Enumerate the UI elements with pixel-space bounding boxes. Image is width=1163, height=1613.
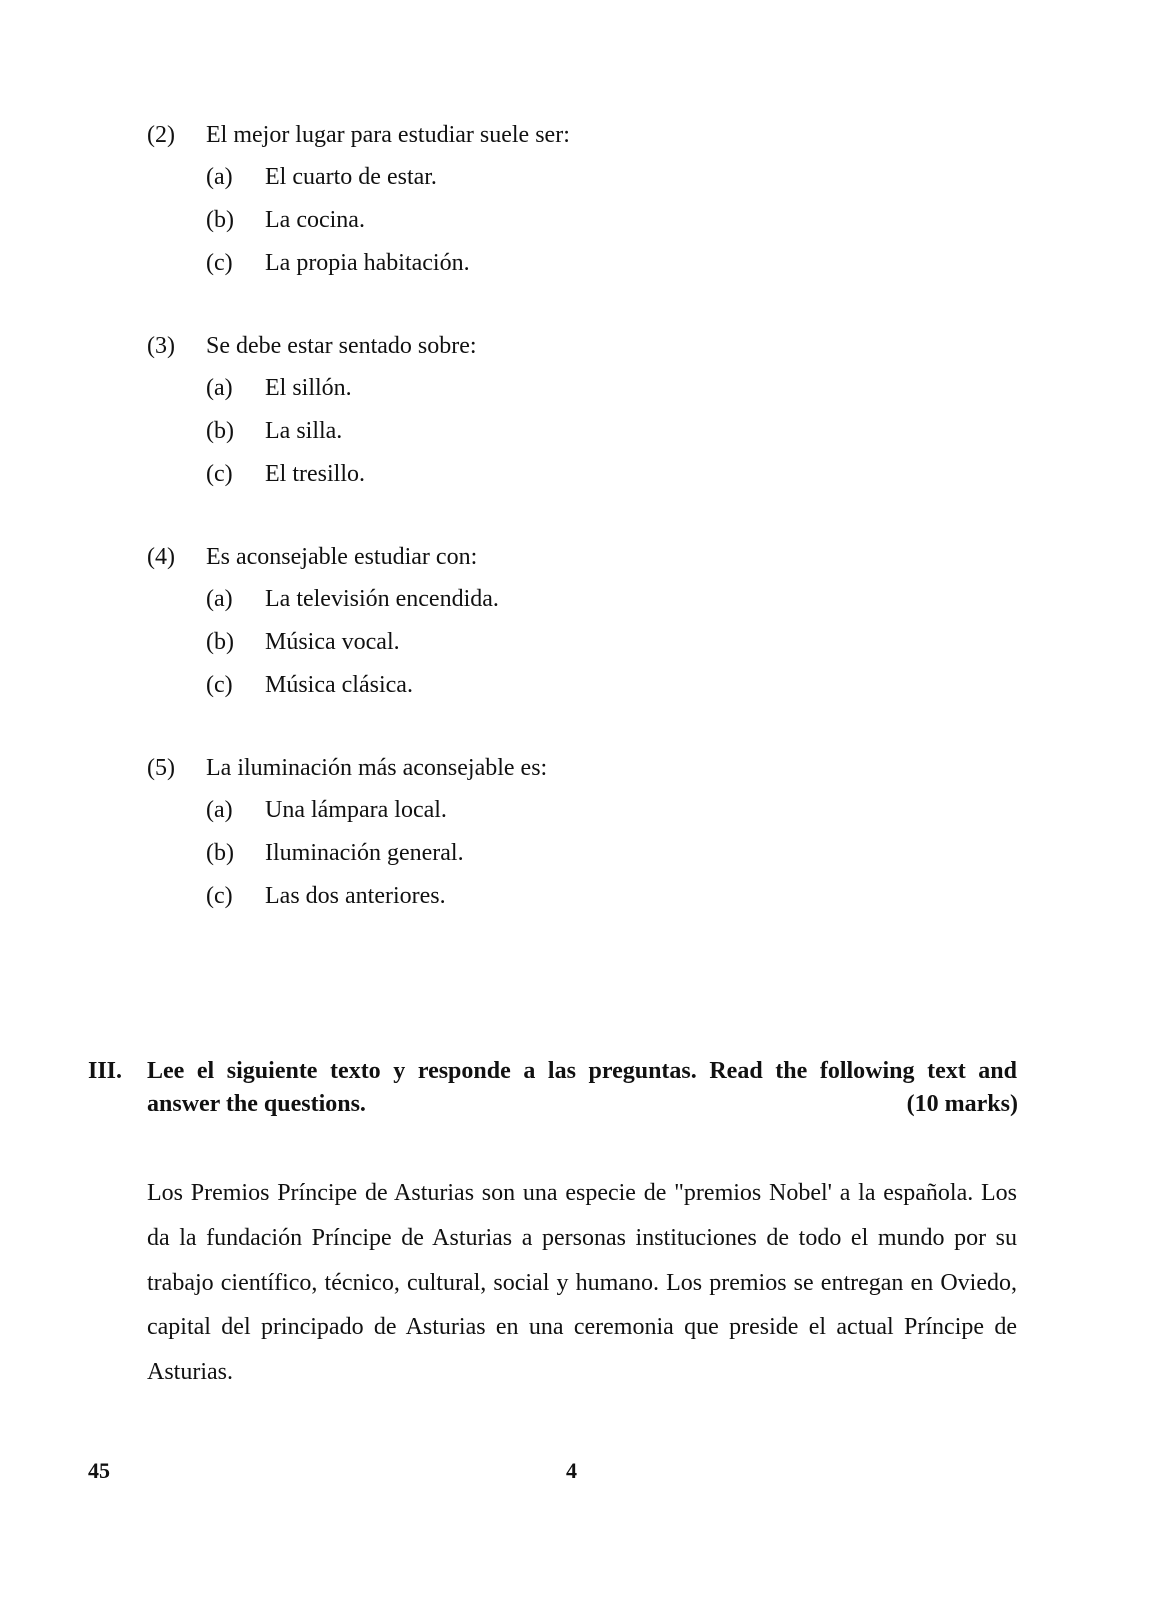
- section-marks: (10 marks): [906, 1091, 1018, 1117]
- option-a: [147, 156, 1027, 199]
- option-text: El tresillo.: [265, 461, 365, 487]
- option-text: La silla.: [265, 418, 343, 444]
- option-text: El cuarto de estar.: [265, 164, 437, 190]
- option-c: [147, 664, 1027, 707]
- question-text: La iluminación más aconsejable es:: [206, 755, 548, 781]
- question-3: [147, 325, 1027, 496]
- option-c: [147, 242, 1027, 285]
- option-text: Iluminación general.: [265, 840, 464, 866]
- reading-passage: Los Premios Príncipe de Asturias son una especie de "premios Nobel' a la española. Los da la fundación Príncipe de Asturias a personas instituciones de todo el mundo por su trabajo científico, técnico, cultural, social y humano. Los premios se entregan en Oviedo, capital del principado de Asturias en una ceremonia que preside el actual Príncipe de Asturias.: [147, 1180, 1017, 1386]
- paper-code: 45: [88, 1458, 110, 1483]
- question-stem: [147, 747, 1027, 789]
- option-letter: (c): [206, 672, 233, 698]
- question-number: (4): [147, 544, 175, 570]
- option-text: La televisión encendida.: [265, 586, 499, 612]
- option-letter: (a): [206, 797, 233, 823]
- section-heading-line2: answer the questions.: [147, 1091, 366, 1117]
- question-stem: [147, 325, 1027, 367]
- option-text: La cocina.: [265, 207, 365, 233]
- option-letter: (a): [206, 164, 233, 190]
- question-stem: [147, 114, 1027, 156]
- section-number: III.: [88, 1058, 123, 1084]
- section-heading-line1: Lee el siguiente texto y responde a las preguntas. Read the following text and: [147, 1058, 1017, 1084]
- option-letter: (b): [206, 207, 234, 233]
- question-number: (2): [147, 122, 175, 148]
- question-number: (3): [147, 333, 175, 359]
- option-letter: (c): [206, 883, 233, 909]
- page-number: 4: [566, 1458, 577, 1483]
- option-b: [147, 832, 1027, 875]
- option-b: [147, 199, 1027, 242]
- option-a: [147, 578, 1027, 621]
- option-a: [147, 789, 1027, 832]
- option-text: Las dos anteriores.: [265, 883, 446, 909]
- option-c: [147, 875, 1027, 918]
- option-letter: (b): [206, 629, 234, 655]
- option-letter: (b): [206, 418, 234, 444]
- question-text: El mejor lugar para estudiar suele ser:: [206, 122, 570, 148]
- option-text: Música clásica.: [265, 672, 413, 698]
- option-text: Música vocal.: [265, 629, 400, 655]
- option-a: [147, 367, 1027, 410]
- question-4: [147, 536, 1027, 707]
- option-letter: (b): [206, 840, 234, 866]
- question-stem: [147, 536, 1027, 578]
- option-letter: (a): [206, 375, 233, 401]
- option-text: Una lámpara local.: [265, 797, 447, 823]
- option-letter: (c): [206, 461, 233, 487]
- option-text: La propia habitación.: [265, 250, 470, 276]
- option-letter: (a): [206, 586, 233, 612]
- question-5: [147, 747, 1027, 918]
- option-c: [147, 453, 1027, 496]
- option-text: El sillón.: [265, 375, 352, 401]
- option-b: [147, 621, 1027, 664]
- question-number: (5): [147, 755, 175, 781]
- option-b: [147, 410, 1027, 453]
- question-text: Se debe estar sentado sobre:: [206, 333, 477, 359]
- question-text: Es aconsejable estudiar con:: [206, 544, 478, 570]
- option-letter: (c): [206, 250, 233, 276]
- question-2: [147, 114, 1027, 285]
